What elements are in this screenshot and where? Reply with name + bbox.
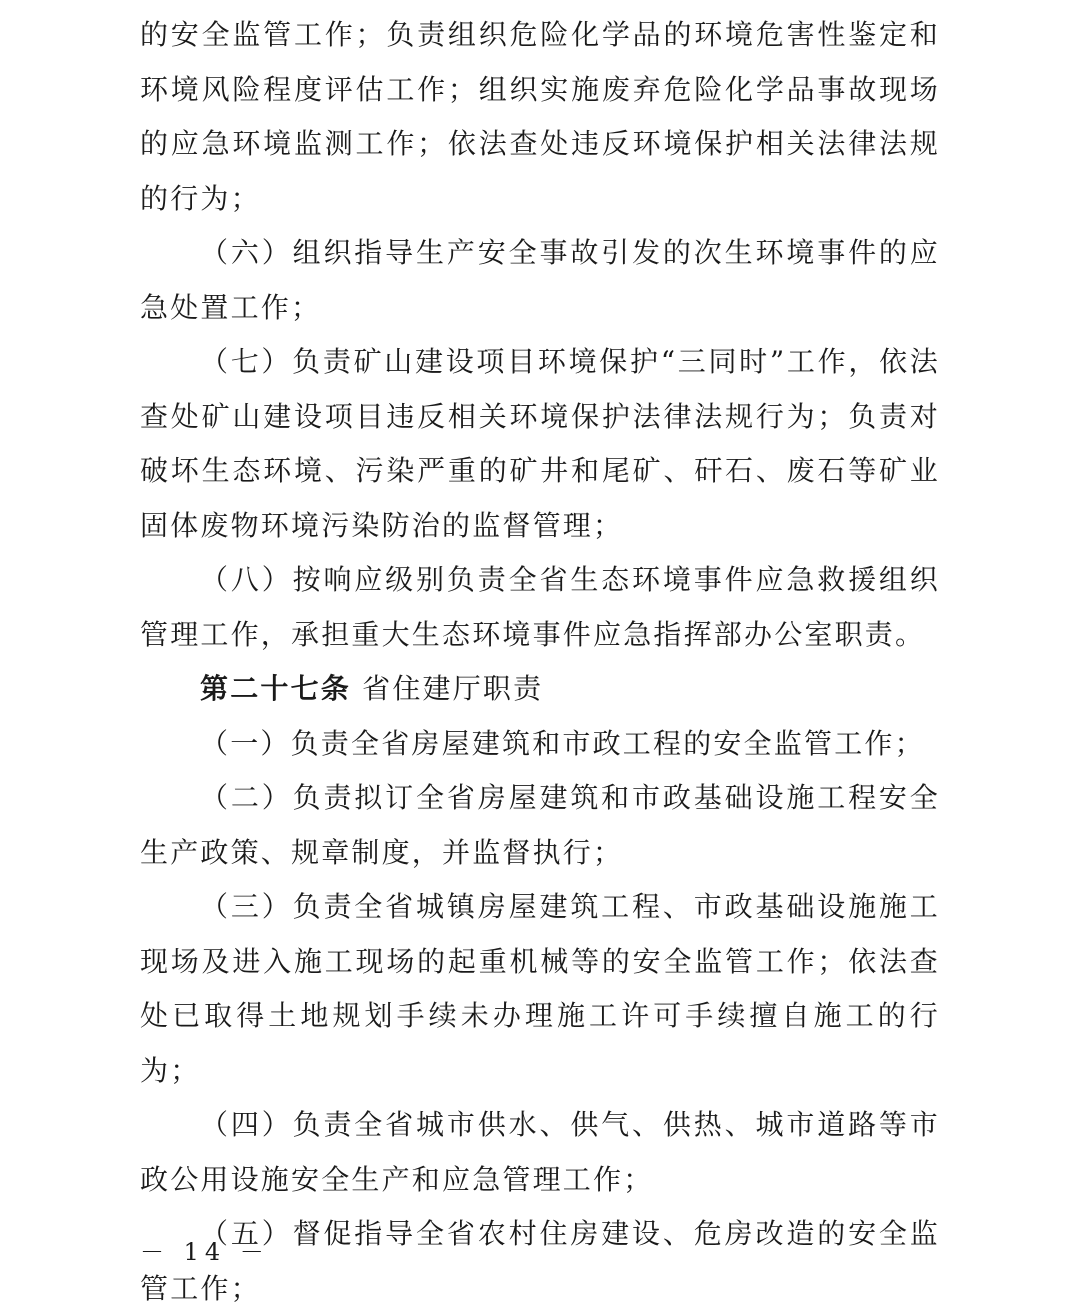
article-title: 省住建厅职责 <box>362 672 544 705</box>
paragraph: （一）负责全省房屋建筑和市政工程的安全监管工作； <box>200 726 925 760</box>
article-heading <box>140 662 940 717</box>
article-number: 第二十七条 <box>200 672 352 705</box>
paragraph: （三）负责全省城镇房屋建筑工程、市政基础设施施工现场及进入施工现场的起重机械等的安全监管工作；依法查处已取得土地规划手续未办理施工许可手续擅自施工的行为； <box>140 890 940 1087</box>
paragraph: （八）按响应级别负责全省生态环境事件应急救援组织管理工作，承担重大生态环境事件应急指挥部办公室职责。 <box>140 563 940 651</box>
paragraph: （四）负责全省城市供水、供气、供热、城市道路等市政公用设施安全生产和应急管理工作； <box>140 1108 940 1196</box>
paragraph: （六）组织指导生产安全事故引发的次生环境事件的应急处置工作； <box>140 236 940 324</box>
document-body <box>140 8 940 1316</box>
paragraph: （二）负责拟订全省房屋建筑和市政基础设施工程安全生产政策、规章制度，并监督执行； <box>140 781 940 869</box>
paragraph: （五）督促指导全省农村住房建设、危房改造的安全监管工作； <box>140 1217 940 1305</box>
page-number: － 14 － <box>140 1238 270 1266</box>
paragraph: （七）负责矿山建设项目环境保护“三同时”工作，依法查处矿山建设项目违反相关环境保护法律法规行为；负责对破坏生态环境、污染严重的矿井和尾矿、矸石、废石等矿业固体废物环境污染防治的监督管理； <box>140 345 940 542</box>
paragraph: 的安全监管工作；负责组织危险化学品的环境危害性鉴定和环境风险程度评估工作；组织实施废弃危险化学品事故现场的应急环境监测工作；依法查处违反环境保护相关法律法规的行为； <box>140 18 940 215</box>
